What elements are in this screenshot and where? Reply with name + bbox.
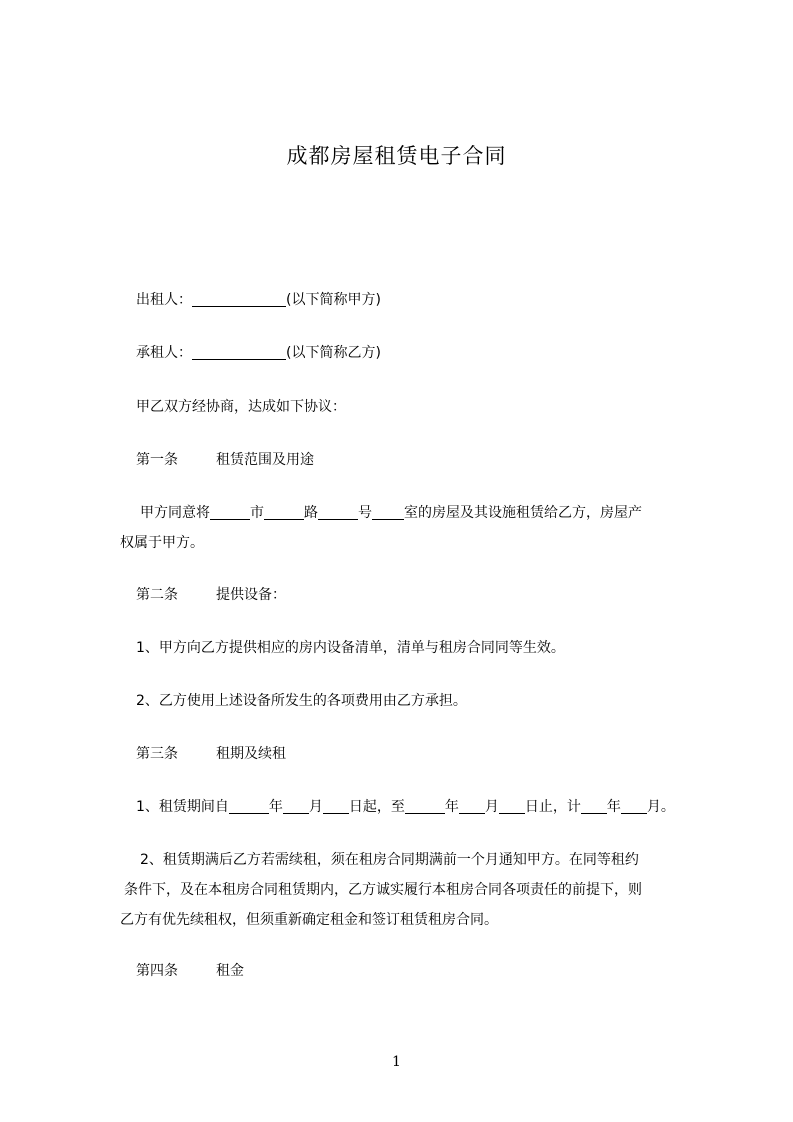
- start-year-label: 年: [268, 799, 283, 815]
- start-day-label: 日起，至: [348, 799, 405, 815]
- end-day-blank: [499, 799, 525, 814]
- end-month-label: 月: [484, 799, 499, 815]
- article2-number: 第二条: [136, 587, 178, 603]
- start-month-blank: [283, 799, 309, 814]
- end-year-label: 年: [444, 799, 459, 815]
- lessee-name-blank: [192, 345, 286, 360]
- page-number: 1: [392, 1054, 401, 1070]
- number-blank: [318, 505, 358, 520]
- article2-title: 提供设备：: [216, 587, 286, 603]
- article2-heading: [136, 580, 286, 611]
- end-month-blank: [459, 799, 485, 814]
- lessee-suffix: (以下简称乙方): [286, 345, 381, 361]
- intro-text: 甲乙双方经协商，达成如下协议：: [136, 399, 346, 415]
- article1-text-suffix: 室的房屋及其设施租赁给乙方，房屋产: [404, 505, 642, 521]
- article1-title: 租赁范围及用途: [216, 452, 314, 468]
- total-year-blank: [581, 799, 607, 814]
- article3-item2-line2: 条件下，及在本租房合同租赁期内，乙方诚实履行本租房合同各项责任的前提下，则: [124, 882, 642, 898]
- lessor-name-blank: [192, 292, 286, 307]
- article3-item2-line1: 2、租赁期满后乙方若需续租，须在租房合同期满前一个月通知甲方。在同等租约: [140, 852, 639, 868]
- end-year-blank: [405, 799, 445, 814]
- lease-period-prefix: 1、租赁期间自: [136, 799, 229, 815]
- article1-text-prefix: 甲方同意将: [140, 505, 210, 521]
- article4-number: 第四条: [136, 963, 178, 979]
- lessee-label: 承租人：: [136, 345, 192, 361]
- city-label: 市: [250, 505, 264, 521]
- total-year-label: 年: [606, 799, 621, 815]
- article3-number: 第三条: [136, 746, 178, 762]
- document-title: 成都房屋租赁电子合同: [286, 144, 507, 168]
- lessor-label: 出租人：: [136, 292, 192, 308]
- article3-heading: [136, 739, 286, 770]
- lessor-line: [136, 285, 381, 316]
- article3-title: 租期及续租: [216, 746, 286, 762]
- road-blank: [264, 505, 304, 520]
- article3-item2-line3: 乙方有优先续租权，但须重新确定租金和签订租赁租房合同。: [120, 912, 498, 928]
- article4-title: 租金: [216, 963, 244, 979]
- article1-body-line1: [140, 498, 642, 529]
- article2-item1: 1、甲方向乙方提供相应的房内设备清单，清单与租房合同同等生效。: [136, 640, 565, 656]
- end-day-label: 日止，计: [524, 799, 581, 815]
- article1-body-line2: 权属于甲方。: [120, 535, 204, 551]
- article1-number: 第一条: [136, 452, 178, 468]
- article4-heading: [136, 956, 244, 987]
- road-label: 路: [304, 505, 318, 521]
- article3-item1: [136, 792, 675, 823]
- start-month-label: 月: [308, 799, 323, 815]
- number-label: 号: [358, 505, 372, 521]
- city-blank: [210, 505, 250, 520]
- article1-heading: [136, 445, 314, 476]
- article2-item2: 2、乙方使用上述设备所发生的各项费用由乙方承担。: [136, 693, 467, 709]
- start-day-blank: [323, 799, 349, 814]
- lessee-line: [136, 338, 381, 369]
- lessor-suffix: (以下简称甲方): [286, 292, 381, 308]
- total-month-blank: [621, 799, 647, 814]
- start-year-blank: [229, 799, 269, 814]
- room-blank: [372, 505, 404, 520]
- total-month-label: 月。: [646, 799, 675, 815]
